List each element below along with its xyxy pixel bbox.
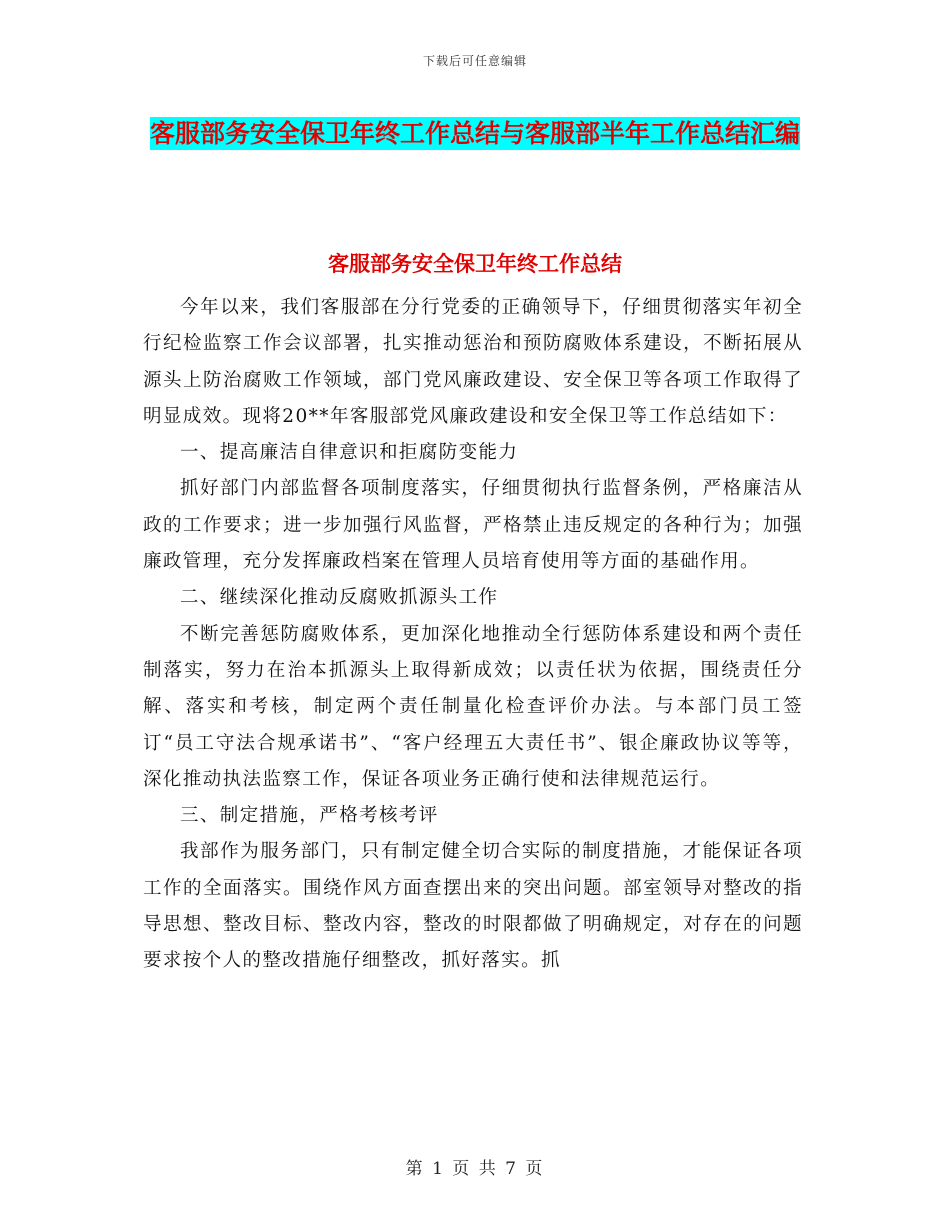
- document-title-text: 客服部务安全保卫年终工作总结与客服部半年工作总结汇编: [150, 119, 801, 148]
- heading-2: 二、继续深化推动反腐败抓源头工作: [180, 587, 499, 609]
- section-title: 客服部务安全保卫年终工作总结: [328, 251, 622, 276]
- paragraph: 今年以来，我们客服部在分行党委的正确领导下，仔细贯彻落实年初全行纪检监察工作会议部署，扎实推动惩治和预防腐败体系建设，不断拓展从源头上防治腐败工作领域，部门党风廉政建设、安全保卫等各项工作取得了明显成效。现将20**年客服部党风廉政建设和安全保卫等工作总结如下：: [143, 297, 803, 427]
- paragraph: 不断完善惩防腐败体系，更加深化地推动全行惩防体系建设和两个责任制落实，努力在治本抓源头上取得新成效；以责任状为依据，围绕责任分解、落实和考核，制定两个责任制量化检查评价办法。与本部门员工签订“员工守法合规承诺书”、“客户经理五大责任书”、银企廉政协议等等，深化推动执法监察工作，保证各项业务正确行使和法律规范运行。: [143, 623, 803, 790]
- header-note: 下载后可任意编辑: [422, 54, 527, 68]
- heading-3: 三、制定措施，严格考核考评: [180, 805, 439, 827]
- heading-1: 一、提高廉洁自律意识和拒腐防变能力: [180, 442, 519, 464]
- page-number: 第 1 页 共 7 页: [405, 1159, 545, 1179]
- document-title: [150, 110, 800, 158]
- paragraph: 我部作为服务部门，只有制定健全切合实际的制度措施，才能保证各项工作的全面落实。围绕作风方面查摆出来的突出问题。部室领导对整改的指导思想、整改目标、整改内容，整改的时限都做了明确规定，对存在的问题要求按个人的整改措施仔细整改，抓好落实。抓: [143, 841, 803, 972]
- paragraph: 抓好部门内部监督各项制度落实，仔细贯彻执行监督条例，严格廉洁从政的工作要求；进一步加强行风监督，严格禁止违反规定的各种行为；加强廉政管理，充分发挥廉政档案在管理人员培育使用等方面的基础作用。: [143, 478, 803, 573]
- document-body: [143, 290, 803, 980]
